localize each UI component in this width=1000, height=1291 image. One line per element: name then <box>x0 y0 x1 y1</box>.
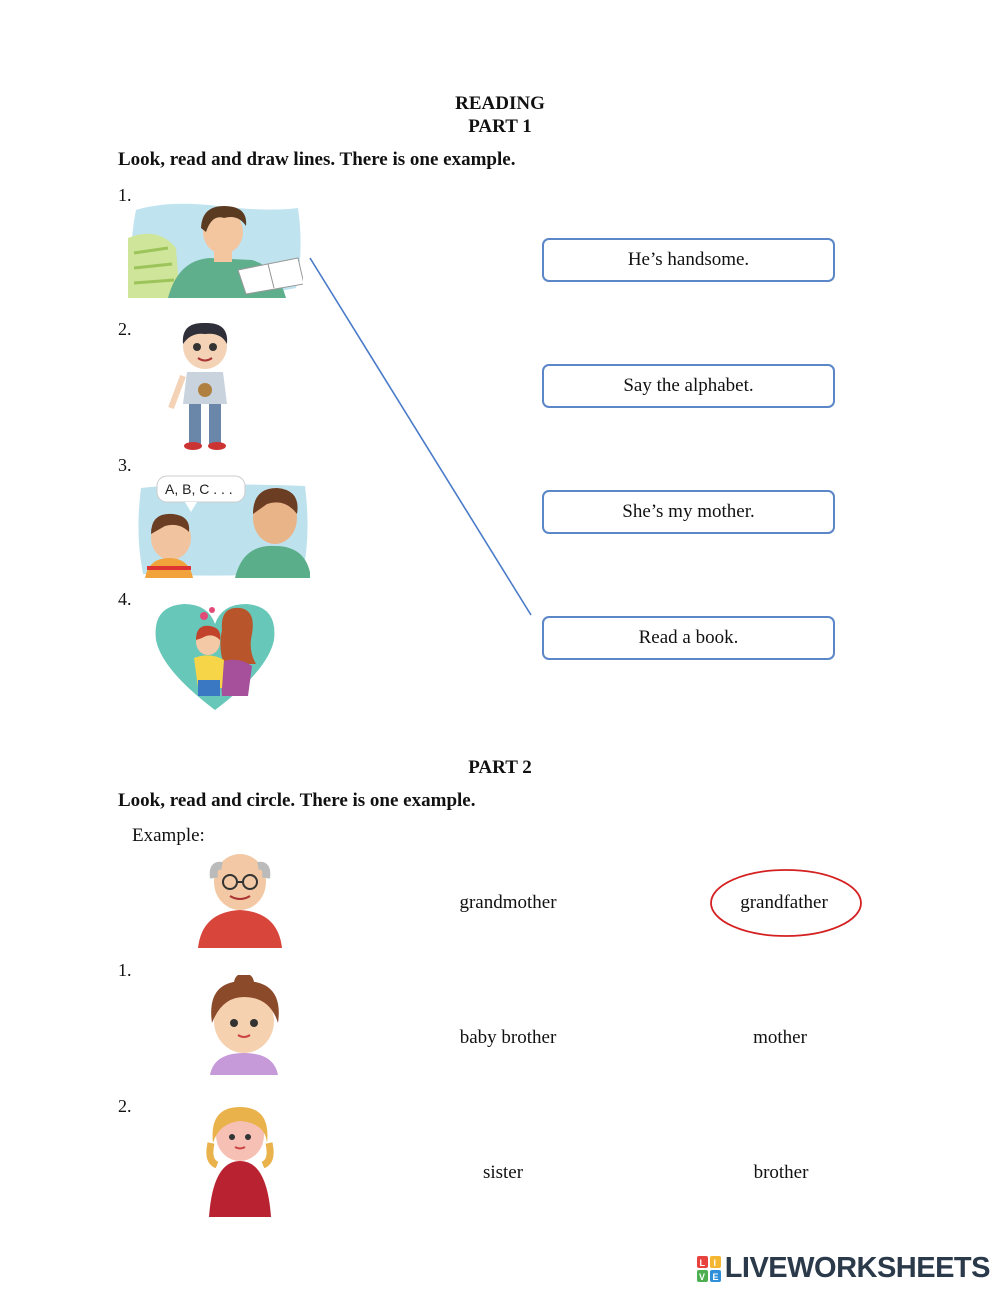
example-label: Example: <box>132 825 205 846</box>
logo-text: LIVEWORKSHEETS <box>724 1252 990 1284</box>
speech-bubble-text: A, B, C . . . <box>165 481 233 497</box>
word-mother[interactable]: mother <box>753 1027 807 1048</box>
part2-instruction: Look, read and circle. There is one example. <box>118 790 476 811</box>
word-grandfather[interactable]: grandfather <box>740 892 828 913</box>
svg-text:L: L <box>699 1257 705 1268</box>
answer-box-2[interactable]: Say the alphabet. <box>542 364 835 408</box>
svg-text:I: I <box>713 1257 716 1268</box>
grandfather-picture <box>192 850 288 948</box>
word-baby-brother[interactable]: baby brother <box>459 1027 557 1048</box>
example-answer-circle <box>708 867 864 939</box>
part1-number-3: 3. <box>118 455 132 475</box>
answer-box-3[interactable]: She’s my mother. <box>542 490 835 534</box>
mother-picture <box>200 975 288 1075</box>
part1-number-4: 4. <box>118 589 132 609</box>
example-match-line <box>310 258 531 615</box>
heading-part1: PART 1 <box>468 116 532 137</box>
part2-number-2: 2. <box>118 1096 132 1116</box>
part1-number-1: 1. <box>118 185 132 205</box>
heading-part2: PART 2 <box>468 757 532 778</box>
liveworksheets-logo <box>697 1252 990 1285</box>
word-sister[interactable]: sister <box>482 1162 524 1183</box>
sister-picture <box>205 1103 275 1219</box>
word-brother[interactable]: brother <box>753 1162 809 1183</box>
answer-box-4[interactable]: Read a book. <box>542 616 835 660</box>
part1-instruction: Look, read and draw lines. There is one example. <box>118 149 516 170</box>
svg-text:V: V <box>698 1271 705 1282</box>
part2-number-1: 1. <box>118 960 132 980</box>
logo-badge-icon <box>697 1256 721 1282</box>
answer-box-1[interactable]: He’s handsome. <box>542 238 835 282</box>
svg-text:E: E <box>712 1271 719 1282</box>
word-grandmother[interactable]: grandmother <box>459 892 557 913</box>
heading-reading: READING <box>455 93 545 114</box>
part1-number-2: 2. <box>118 319 132 339</box>
